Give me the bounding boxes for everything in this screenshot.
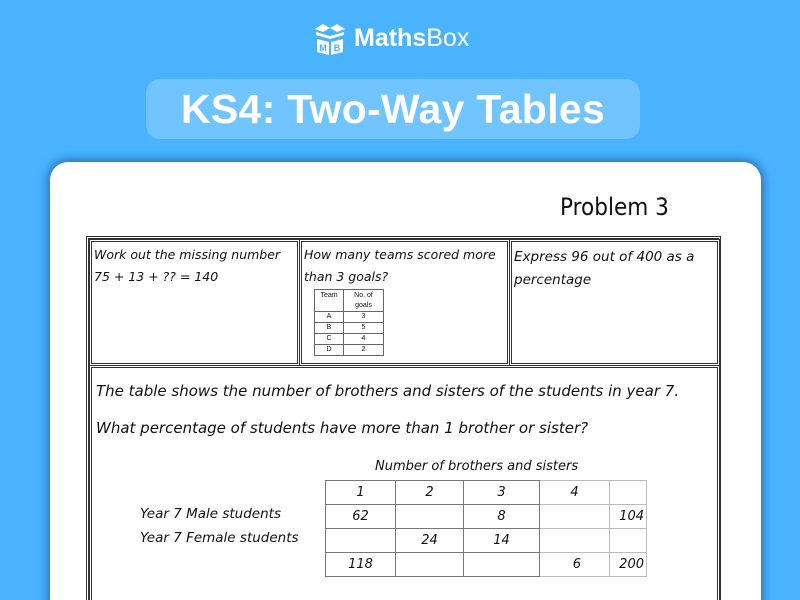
svg-text:M: M [319,43,327,53]
question-box-3 [509,239,720,366]
table-row: 118 6 200 [326,553,647,577]
title-banner [146,79,640,139]
table-row: D 2 [315,345,384,356]
mathsbox-logo[interactable] [312,20,469,56]
question-box-2 [299,239,510,366]
table-header-row: 1 2 3 4 [326,481,647,505]
main-question-text: What percentage of students have more than 1 brother or sister? [96,419,589,437]
table-row: A 3 [315,312,384,323]
siblings-two-way-table [325,480,647,577]
problem-label: Problem 3 [560,193,669,221]
open-box-icon [312,20,348,56]
brand-name: MathsBox [354,23,470,52]
table-caption: Number of brothers and sisters [375,459,579,474]
table-header-row: Team No. of goals [315,290,384,312]
svg-text:B: B [333,43,341,53]
row-label-male: Year 7 Male students [140,506,281,522]
question-2-text: How many teams scored more than 3 goals? [304,247,496,284]
question-3-text: Express 96 out of 400 as a percentage [514,249,695,288]
goals-table [314,289,384,356]
table-row: 24 14 [326,529,647,553]
table-row: C 4 [315,334,384,345]
main-question-box [89,365,720,600]
row-label-female: Year 7 Female students [140,530,299,546]
main-question-intro: The table shows the number of brothers and sisters of the students in year 7. [96,382,680,400]
table-row: 62 8 104 [326,505,647,529]
question-box-1 [89,239,300,366]
page-title: KS4: Two-Way Tables [180,85,606,132]
question-1-text: Work out the missing number 75 + 13 + ?? = 140 [94,247,281,284]
table-row: B 5 [315,323,384,334]
